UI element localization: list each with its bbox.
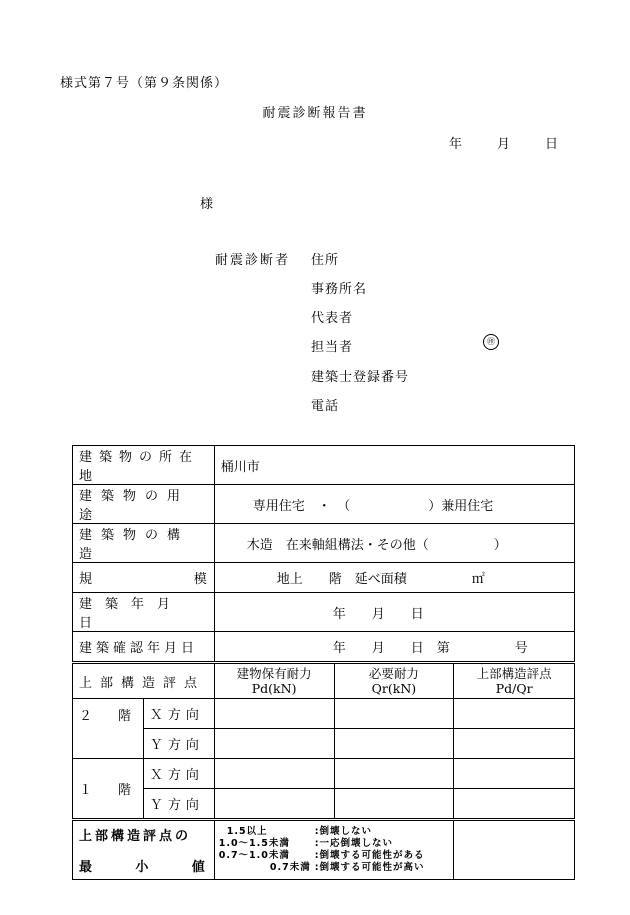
document-title: 耐震診断報告書 <box>262 106 368 121</box>
date-day-label: 日 <box>545 137 559 152</box>
table-row <box>73 563 575 593</box>
col-header-ratio <box>454 663 575 699</box>
floor1-y-pd <box>214 789 334 820</box>
table-row <box>73 632 575 663</box>
addressee-suffix: 様 <box>200 197 214 212</box>
confirm-date-label: 建築確認年月日 <box>73 632 215 663</box>
built-date-value: 年 月 日 <box>214 593 574 632</box>
floor2-x-ratio <box>454 699 575 729</box>
table-row <box>73 485 575 524</box>
col-header-qr-line1: 必要耐力 <box>368 666 419 681</box>
person-in-charge-label: 担当者 <box>311 340 354 355</box>
floor1-label: １ 階 <box>73 759 144 820</box>
min-label-char-3: 値 <box>191 860 208 875</box>
min-label-char-2: 小 <box>135 860 152 875</box>
score-legend <box>214 820 454 880</box>
min-score-label-line1: 上部構造評点の <box>79 829 192 844</box>
floor1-y-label: Ｙ方向 <box>143 789 214 820</box>
col-header-pd-line1: 建物保有耐力 <box>236 666 312 681</box>
floor1-x-label: Ｘ方向 <box>143 759 214 789</box>
min-label-char-1: 最 <box>79 860 96 875</box>
floor1-x-pd <box>214 759 334 789</box>
built-date-label: 建築年月日 <box>73 593 215 632</box>
floor2-y-ratio <box>454 729 575 759</box>
form-number: 様式第７号（第９条関係） <box>60 76 229 91</box>
use-value: 専用住宅 ・ （ ）兼用住宅 <box>214 485 574 524</box>
scale-label-end: 模 <box>193 572 207 587</box>
min-score-label <box>73 820 215 880</box>
floor1-x-qr <box>334 759 454 789</box>
floor1-x-ratio <box>454 759 575 789</box>
col-header-ratio-line2: Pd/Qr <box>495 681 533 696</box>
table-row <box>73 820 575 880</box>
table-row <box>73 593 575 632</box>
legend-row: 1.5以上 :倒壊しない <box>226 826 373 837</box>
address-label: 住所 <box>311 253 340 268</box>
structure-label: 建築物の構造 <box>73 524 215 563</box>
col-header-pd <box>214 663 334 699</box>
table-row <box>73 524 575 563</box>
location-label: 建築物の所在地 <box>73 446 215 485</box>
location-value: 桶川市 <box>214 446 574 485</box>
floor2-x-qr <box>334 699 454 729</box>
col-header-qr-line2: Qr(kN) <box>371 681 417 696</box>
col-header-ratio-line1: 上部構造評点 <box>476 666 552 681</box>
col-header-pd-line2: Pd(kN) <box>251 681 297 696</box>
structure-value: 木造 在来軸組構法・その他（ ） <box>214 524 574 563</box>
diagnoser-label: 耐震診断者 <box>215 253 291 268</box>
registration-label: 建築士登録番号 <box>311 370 410 385</box>
report-table <box>72 445 575 880</box>
table-row <box>73 759 575 789</box>
eval-label: 上部構造評点 <box>73 663 215 699</box>
date-year-label: 年 <box>449 137 463 152</box>
seal-mark: ㊞ <box>483 334 499 350</box>
floor2-label: ２ 階 <box>73 699 144 759</box>
legend-row: 1.0～1.5未満 :一応倒壊しない <box>218 838 394 849</box>
floor1-y-ratio <box>454 789 575 820</box>
floor2-y-qr <box>334 729 454 759</box>
table-row <box>73 446 575 485</box>
office-label: 事務所名 <box>311 282 368 297</box>
scale-value: 地上 階 延べ面積 ㎡ <box>214 563 574 593</box>
representative-label: 代表者 <box>311 311 354 326</box>
col-header-qr <box>334 663 454 699</box>
min-score-value <box>454 820 575 880</box>
scale-label <box>73 563 215 593</box>
use-label: 建築物の用途 <box>73 485 215 524</box>
floor2-x-label: Ｘ方向 <box>143 699 214 729</box>
floor2-y-pd <box>214 729 334 759</box>
scale-label-start: 規 <box>79 572 93 587</box>
floor1-y-qr <box>334 789 454 820</box>
min-score-label-line2 <box>79 856 208 875</box>
table-row <box>73 729 575 759</box>
legend-row: 0.7～1.0未満 :倒壊する可能性がある <box>218 850 425 861</box>
date-month-label: 月 <box>497 137 511 152</box>
table-row <box>73 789 575 820</box>
table-row <box>73 699 575 729</box>
phone-label: 電話 <box>311 399 340 414</box>
legend-row: 0.7未満 :倒壊する可能性が高い <box>269 862 425 873</box>
confirm-date-value: 年 月 日 第 号 <box>214 632 574 663</box>
floor2-y-label: Ｙ方向 <box>143 729 214 759</box>
floor2-x-pd <box>214 699 334 729</box>
table-header-row <box>73 663 575 699</box>
